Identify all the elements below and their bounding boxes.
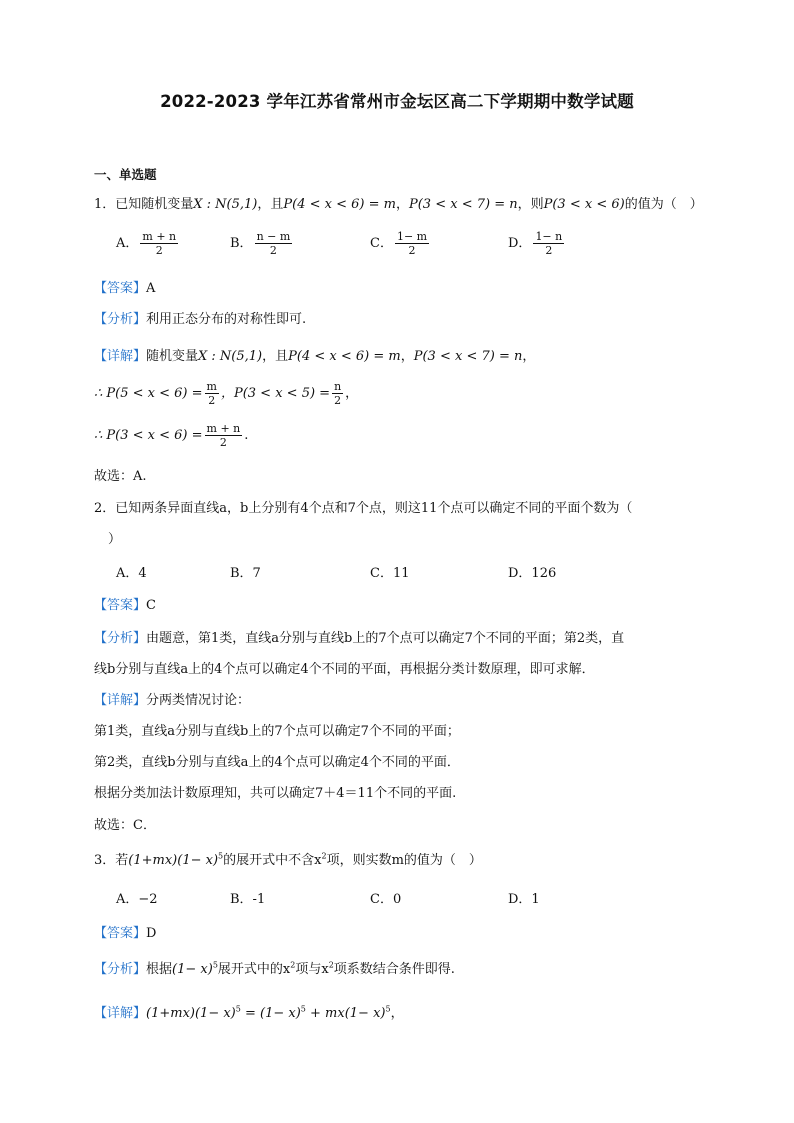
- math-expr: ，P(3 < x < 5) =: [220, 386, 331, 401]
- q1-p2: P(3 < x < 7) = n: [413, 349, 523, 364]
- q2-analysis-line-2: 线b分别与直线a上的4个点可以确定4个不同的平面，再根据分类计数原理，即可求解．: [94, 662, 595, 677]
- detail-text: 分两类情况讨论：: [146, 693, 251, 708]
- exponent: 2: [321, 851, 327, 861]
- detail-tag: 【详解】: [94, 1006, 147, 1021]
- question-2-stem-line-2: ）: [108, 532, 122, 547]
- exponent: 5: [218, 851, 224, 861]
- q1-p1: P(4 < x < 6) = m: [288, 349, 401, 364]
- question-3-stem: [94, 849, 482, 868]
- numerator: n − m: [256, 230, 291, 243]
- q2-detail: [94, 689, 250, 708]
- fraction: [533, 230, 564, 257]
- math-expr: ∴ P(5 < x < 6) =: [94, 386, 203, 401]
- analysis-text: 根据: [146, 962, 173, 977]
- analysis-text: 展开式中的x: [217, 962, 291, 977]
- answer-tag: 【答案】: [94, 281, 147, 296]
- denominator: 2: [208, 394, 216, 407]
- q1-answer: [94, 277, 155, 296]
- analysis-text: 由题意，第1类，直线a分别与直线b上的7个点可以确定7个不同的平面；第2类，直: [146, 631, 625, 646]
- q1-text: 1．已知随机变量: [94, 197, 194, 212]
- analysis-text: 项与x: [295, 962, 329, 977]
- page-title: 2022-2023 学年江苏省常州市金坛区高二下学期期中数学试题: [160, 92, 634, 111]
- denominator: 2: [155, 244, 163, 257]
- option-b: [230, 230, 294, 257]
- math-expr: (1+mx)(1− x): [146, 1006, 236, 1021]
- numerator: n: [334, 380, 342, 393]
- detail-text: 随机变量: [146, 349, 199, 364]
- q1-text: ，且: [257, 197, 284, 212]
- denominator: 2: [334, 394, 342, 407]
- fraction: [332, 380, 343, 407]
- section-heading: 一、单选题: [94, 167, 157, 182]
- q1-detail: [94, 345, 535, 364]
- fraction: [205, 380, 219, 407]
- numerator: m + n: [142, 230, 177, 243]
- option-d: [508, 230, 566, 257]
- option-a: A．−2: [116, 892, 158, 907]
- q1-conclusion: 故选：A.: [94, 469, 147, 484]
- q1-text: 的值为（ ）: [624, 197, 703, 212]
- analysis-tag: 【分析】: [94, 631, 147, 646]
- option-label: B．: [230, 236, 253, 251]
- q1-rv: X : N(5,1): [198, 349, 263, 364]
- option-b: B．7: [230, 566, 261, 581]
- exponent: 5: [385, 1004, 391, 1014]
- detail-tag: 【详解】: [94, 349, 147, 364]
- q1-rv: X : N(5,1): [193, 197, 258, 212]
- q2-analysis-line-1: [94, 627, 624, 646]
- fraction: [395, 230, 429, 257]
- q2-case-2: 第2类，直线b分别与直线a上的4个点可以确定4个不同的平面．: [94, 755, 460, 770]
- answer-value: D: [146, 926, 157, 941]
- q1-p3: P(3 < x < 6): [543, 197, 625, 212]
- denominator: 2: [545, 244, 553, 257]
- q3-text: 的展开式中不含x: [223, 853, 322, 868]
- option-label: C．: [370, 236, 393, 251]
- option-c: [370, 230, 431, 257]
- option-label: A．: [116, 236, 139, 251]
- option-c: C．0: [370, 892, 402, 907]
- q2-sum: 根据分类加法计数原理知，共可以确定7＋4＝11个不同的平面.: [94, 786, 457, 801]
- math-expr: (1+mx)(1− x): [128, 853, 219, 868]
- analysis-tag: 【分析】: [94, 962, 147, 977]
- q1-step-1: [94, 380, 358, 407]
- exponent: 2: [290, 960, 296, 970]
- numerator: m + n: [206, 422, 241, 435]
- answer-tag: 【答案】: [94, 926, 147, 941]
- q2-conclusion: 故选：C．: [94, 818, 156, 833]
- denominator: 2: [408, 244, 416, 257]
- option-a: [116, 230, 180, 257]
- answer-tag: 【答案】: [94, 598, 147, 613]
- q3-text: 项，则实数m的值为（ ）: [326, 853, 482, 868]
- exponent: 5: [212, 960, 218, 970]
- analysis-text: 项系数结合条件即得.: [333, 962, 455, 977]
- math-expr: = (1− x): [240, 1006, 301, 1021]
- fraction: [140, 230, 178, 257]
- option-a: A．4: [116, 566, 147, 581]
- numerator: 1− n: [535, 230, 563, 243]
- math-expr: + mx(1− x): [305, 1006, 386, 1021]
- denominator: 2: [219, 436, 227, 449]
- q1-analysis: [94, 308, 306, 327]
- q1-text: ，则: [517, 197, 544, 212]
- punct: .: [244, 428, 249, 443]
- exponent: 5: [235, 1004, 241, 1014]
- q1-step-2: [94, 422, 248, 449]
- answer-value: A: [146, 281, 156, 296]
- punct: ，: [345, 386, 359, 401]
- punct: ，: [390, 1006, 404, 1021]
- fraction: [205, 422, 243, 449]
- q1-p1: P(4 < x < 6) = m: [283, 197, 396, 212]
- answer-value: C: [146, 598, 156, 613]
- option-label: D．: [508, 236, 532, 251]
- exponent: 5: [300, 1004, 306, 1014]
- option-d: D．1: [508, 892, 540, 907]
- question-2-stem-line-1: 2．已知两条异面直线a，b上分别有4个点和7个点，则这11个点可以确定不同的平面个数为（: [94, 501, 633, 516]
- detail-tag: 【详解】: [94, 693, 147, 708]
- analysis-tag: 【分析】: [94, 312, 147, 327]
- detail-text: ，: [400, 349, 414, 364]
- q2-case-1: 第1类，直线a分别与直线b上的7个点可以确定7个不同的平面；: [94, 724, 460, 739]
- analysis-text: 利用正态分布的对称性即可.: [146, 312, 307, 327]
- numerator: 1− m: [396, 230, 428, 243]
- detail-text: ，: [522, 349, 536, 364]
- exponent: 2: [328, 960, 334, 970]
- q3-text: 3．若: [94, 853, 129, 868]
- denominator: 2: [269, 244, 277, 257]
- q3-answer: [94, 922, 156, 941]
- option-c: C．11: [370, 566, 410, 581]
- q2-answer: [94, 594, 156, 613]
- fraction: [255, 230, 293, 257]
- math-expr: (1− x): [172, 962, 213, 977]
- numerator: m: [206, 380, 217, 393]
- q1-p2: P(3 < x < 7) = n: [408, 197, 518, 212]
- question-1-stem: [94, 193, 703, 212]
- math-expr: ∴ P(3 < x < 6) =: [94, 428, 203, 443]
- option-d: D．126: [508, 566, 557, 581]
- q1-text: ，: [395, 197, 409, 212]
- q3-detail: [94, 1002, 404, 1021]
- q3-analysis: [94, 958, 455, 977]
- option-b: B．-1: [230, 892, 266, 907]
- detail-text: ，且: [262, 349, 289, 364]
